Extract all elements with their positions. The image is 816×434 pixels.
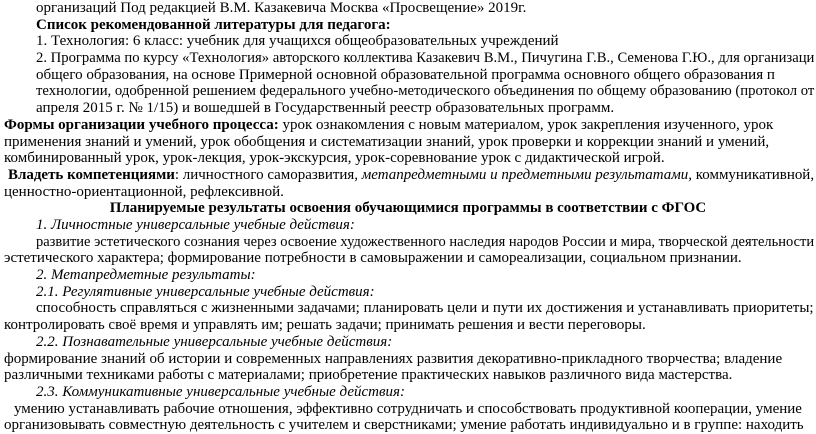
subheading: 2.3. Коммуникативные универсальные учебные действия: bbox=[36, 383, 405, 400]
section-heading: Список рекомендованной литературы для педагога: bbox=[36, 16, 391, 33]
text-line: технологии, одобренной решением федерального учебно-методического объединения по общему образованию (протокол от bbox=[36, 83, 815, 100]
subheading: 2.2. Познавательные универсальные учебные действия: bbox=[36, 333, 393, 350]
text-line: способность справляться с жизненными задачами; планировать цели и пути их достижения и устанавливать приоритеты; bbox=[36, 300, 814, 317]
text-line: организаций Под редакцией В.М. Казакевича Москва «Просвещение» 2019г. bbox=[36, 0, 527, 16]
subheading: 2.1. Регулятивные универсальные учебные действия: bbox=[36, 283, 375, 300]
competencies-text-c: коммуникативной, bbox=[692, 166, 815, 183]
text-line: апреля 2015 г. № 1/15) и вошедшей в Государственный реестр образовательных программ. bbox=[36, 100, 615, 117]
subheading: 2. Метапредметные результаты: bbox=[36, 267, 256, 284]
text-line: организовывать совместную деятельность с учителем и сверстниками; умение работать индивидуально и в группе: находить bbox=[4, 417, 804, 434]
text-line: ценностно-ориентационной, рефлексивной. bbox=[4, 183, 284, 200]
paragraph-competencies bbox=[8, 167, 814, 184]
paragraph-forms bbox=[4, 117, 773, 134]
text-line: комбинированный урок, урок-лекция, урок-экскурсия, урок-соревнование урок с дидактической игрой. bbox=[4, 150, 665, 167]
text-line: применения знаний и умений, урок обобщения и систематизации знаний, урок проверки и коррекции знаний и умений, bbox=[4, 133, 770, 150]
text-line: формирование знаний об истории и современных направлениях развития декоративно-прикладного творчества; владение bbox=[4, 350, 783, 367]
text-line: 1. Технология: 6 класс: учебник для учащихся общеобразовательных учреждений bbox=[36, 33, 559, 50]
text-line: различными техниками работы с материалами; приобретение практических навыков различного вида мастерства. bbox=[4, 367, 733, 384]
competencies-label: Владеть компетенциями bbox=[8, 166, 175, 183]
text-line: эстетического характера; формирование потребности в самовыражении и самореализации, социальном признании. bbox=[4, 250, 742, 267]
competencies-text-a: : личностного саморазвития, bbox=[174, 166, 362, 183]
forms-label: Формы организации учебного процесса: bbox=[4, 116, 279, 133]
text-line: общего образования, на основе Примерной основной образовательной программа основного общего образования п bbox=[36, 66, 775, 83]
text-line: контролировать своё время и управлять им; решать задачи; принимать решения и вести переговоры. bbox=[4, 317, 646, 334]
text-line: 2. Программа по курсу «Технология» авторского коллектива Казакевич В.М., Пичугина Г.В., Семенова Г.Ю., для организаци bbox=[36, 50, 815, 67]
text-line: умению устанавливать рабочие отношения, эффективно сотрудничать и способствовать продуктивной кооперации, умение bbox=[14, 400, 802, 417]
subheading: 1. Личностные универсальные учебные действия: bbox=[36, 217, 355, 233]
results-heading: Планируемые результаты освоения обучающимися программы в соответствии с ФГОС bbox=[109, 200, 707, 217]
forms-text: урок ознакомления с новым материалом, урок закрепления изученного, урок bbox=[278, 116, 774, 133]
text-line: развитие эстетического сознания через освоение художественного наследия народов России и мира, творческой деятельности bbox=[36, 233, 815, 250]
competencies-text-italic: метапредметными и предметными результатами, bbox=[361, 166, 693, 183]
